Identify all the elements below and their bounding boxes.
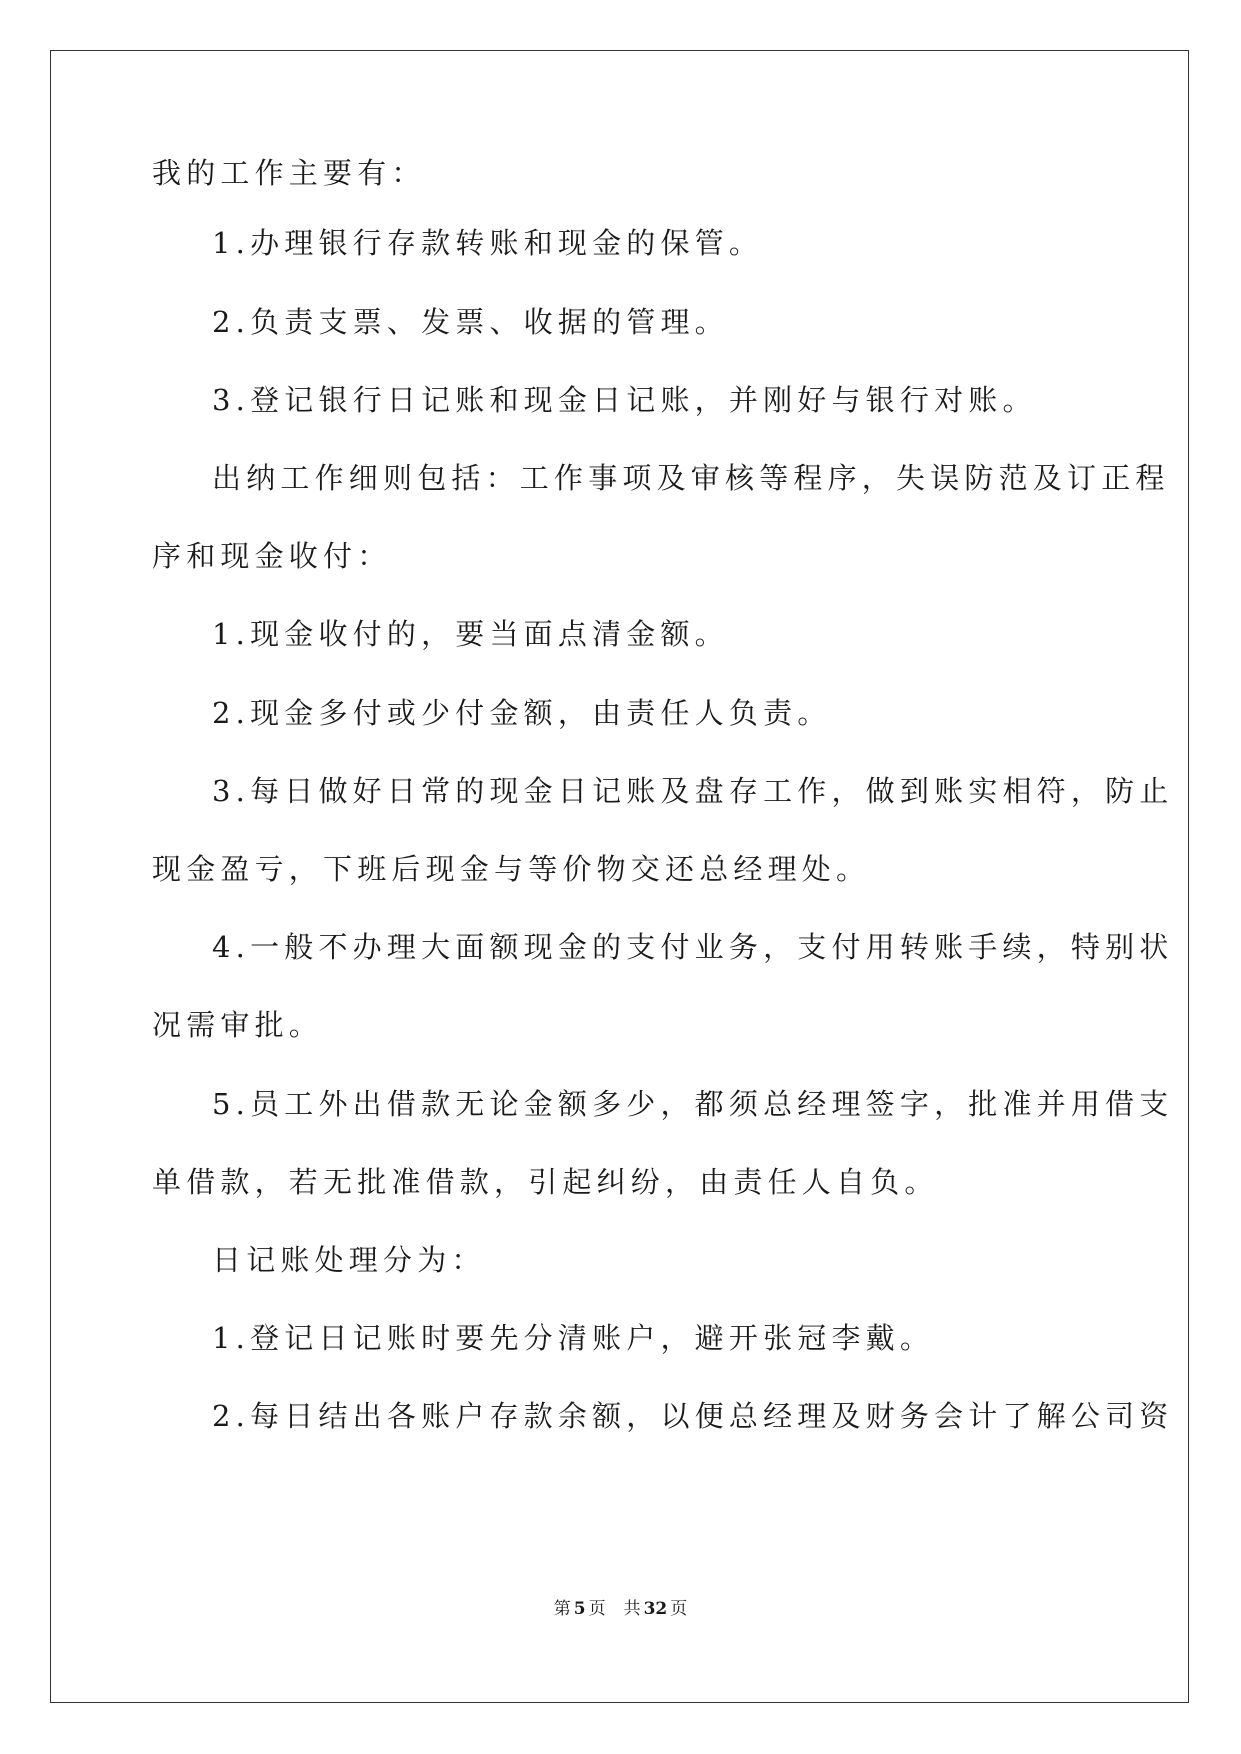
text-line: 1.现金收付的，要当面点清金额。 — [212, 617, 729, 651]
text-line: 单借款，若无批准借款，引起纠纷，由责任人自负。 — [152, 1165, 939, 1199]
text-line: 现金盈亏，下班后现金与等价物交还总经理处。 — [152, 852, 871, 886]
text-line: 2.负责支票、发票、收据的管理。 — [212, 305, 729, 339]
text-line: 日记账处理分为： — [212, 1243, 486, 1277]
text-line: 2.现金多付或少付金额，由责任人负责。 — [212, 696, 832, 730]
text-line: 我的工作主要有： — [152, 156, 426, 190]
footer-prefix: 第 — [553, 1599, 571, 1619]
total-pages: 32 — [643, 1599, 668, 1619]
text-line: 3.每日做好日常的现金日记账及盘存工作，做到账实相符，防止 — [212, 774, 1174, 808]
footer-page-unit: 页 — [588, 1599, 606, 1619]
footer-total-prefix: 共 — [623, 1599, 641, 1619]
page-number: 5 — [573, 1599, 586, 1619]
text-line: 3.登记银行日记账和现金日记账，并刚好与银行对账。 — [212, 383, 1037, 417]
page-footer — [0, 1598, 1241, 1620]
text-line: 4.一般不办理大面额现金的支付业务，支付用转账手续，特别状 — [212, 930, 1174, 964]
text-line: 1.办理银行存款转账和现金的保管。 — [212, 226, 764, 260]
text-line: 况需审批。 — [152, 1008, 324, 1042]
text-line: 5.员工外出借款无论金额多少，都须总经理签字，批准并用借支 — [212, 1087, 1174, 1121]
text-line: 1.登记日记账时要先分清账户，避开张冠李戴。 — [212, 1321, 935, 1355]
text-line: 序和现金收付： — [152, 539, 392, 573]
footer-total-unit: 页 — [670, 1599, 688, 1619]
text-line: 2.每日结出各账户存款余额，以便总经理及财务会计了解公司资 — [212, 1399, 1174, 1433]
text-line: 出纳工作细则包括：工作事项及审核等程序，失误防范及订正程 — [212, 461, 1170, 495]
